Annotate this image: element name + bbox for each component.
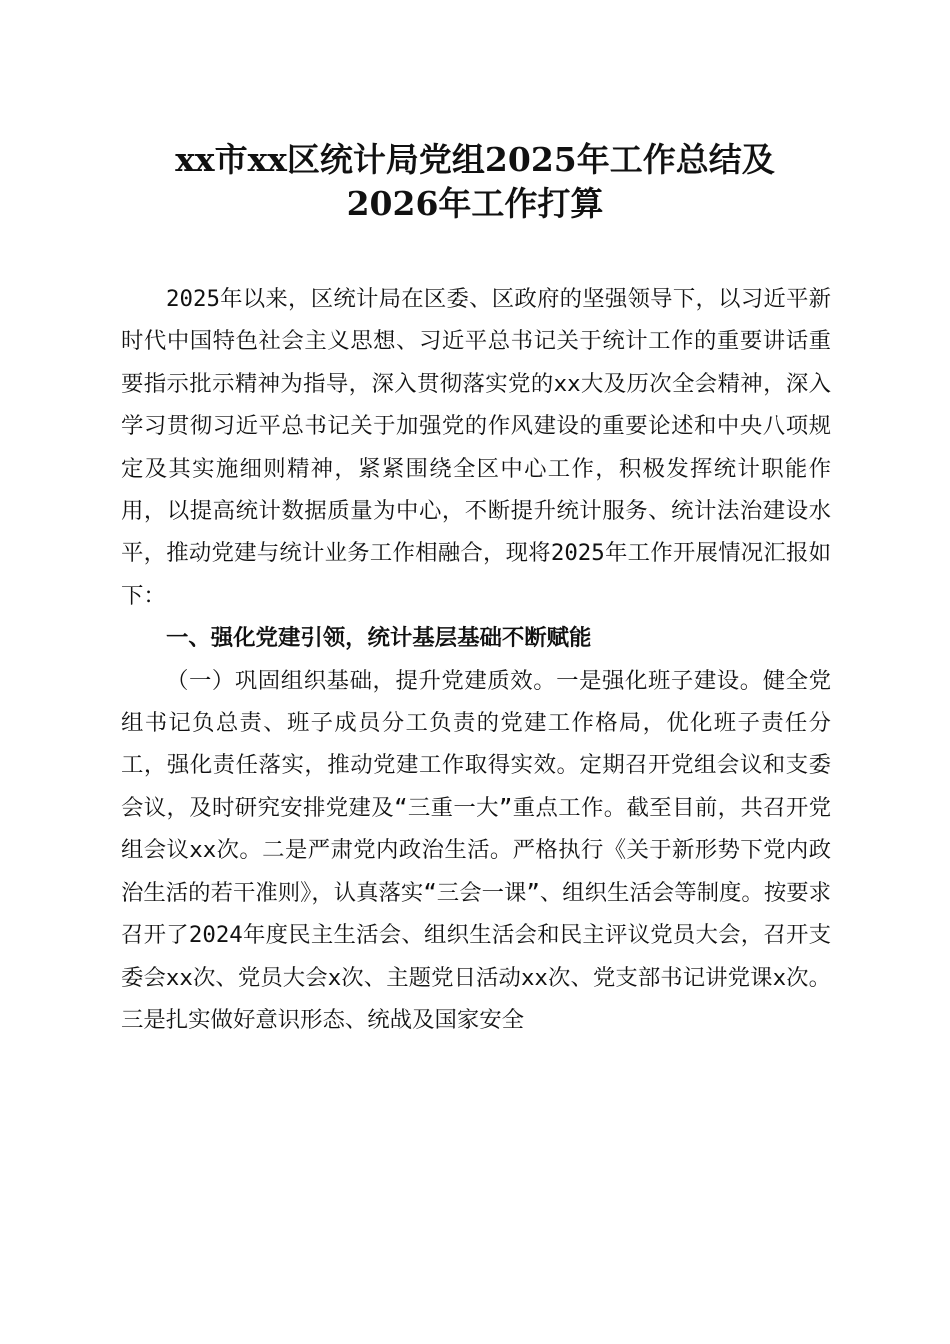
document-title [100, 138, 850, 226]
section-1-heading: 一、强化党建引领，统计基层基础不断赋能 [166, 625, 592, 652]
intro-paragraph: 2025年以来，区统计局在区委、区政府的坚强领导下，以习近平新时代中国特色社会主义思想、习近平总书记关于统计工作的重要讲话重要指示批示精神为指导，深入贯彻落实党的xx大及历次全会精神，深入学习贯彻习近平总书记关于加强党的作风建设的重要论述和中央八项规定及其实施细则精神，紧紧围绕全区中心工作，积极发挥统计职能作用，以提高统计数据质量为中心，不断提升统计服务、统计法治建设水平，推动党建与统计业务工作相融合，现将2025年工作开展情况汇报如下： [121, 286, 831, 609]
title-line-2: 2026年工作打算 [346, 184, 604, 223]
section-1-paragraph-1: （一）巩固组织基础，提升党建质效。一是强化班子建设。健全党组书记负总责、班子成员分工负责的党建工作格局，优化班子责任分工，强化责任落实，推动党建工作取得实效。定期召开党组会议和支委会议，及时研究安排党建及“三重一大”重点工作。截至目前，共召开党组会议xx次。二是严肃党内政治生活。严格执行《关于新形势下党内政治生活的若干准则》，认真落实“三会一课”、组织生活会等制度。按要求召开了2024年度民主生活会、组织生活会和民主评议党员大会，召开支委会xx次、党员大会x次、主题党日活动xx次、党支部书记讲党课x次。三是扎实做好意识形态、统战及国家安全 [121, 667, 831, 1033]
title-line-1: xx市xx区统计局党组2025年工作总结及 [175, 140, 775, 179]
document-body [121, 278, 831, 1041]
